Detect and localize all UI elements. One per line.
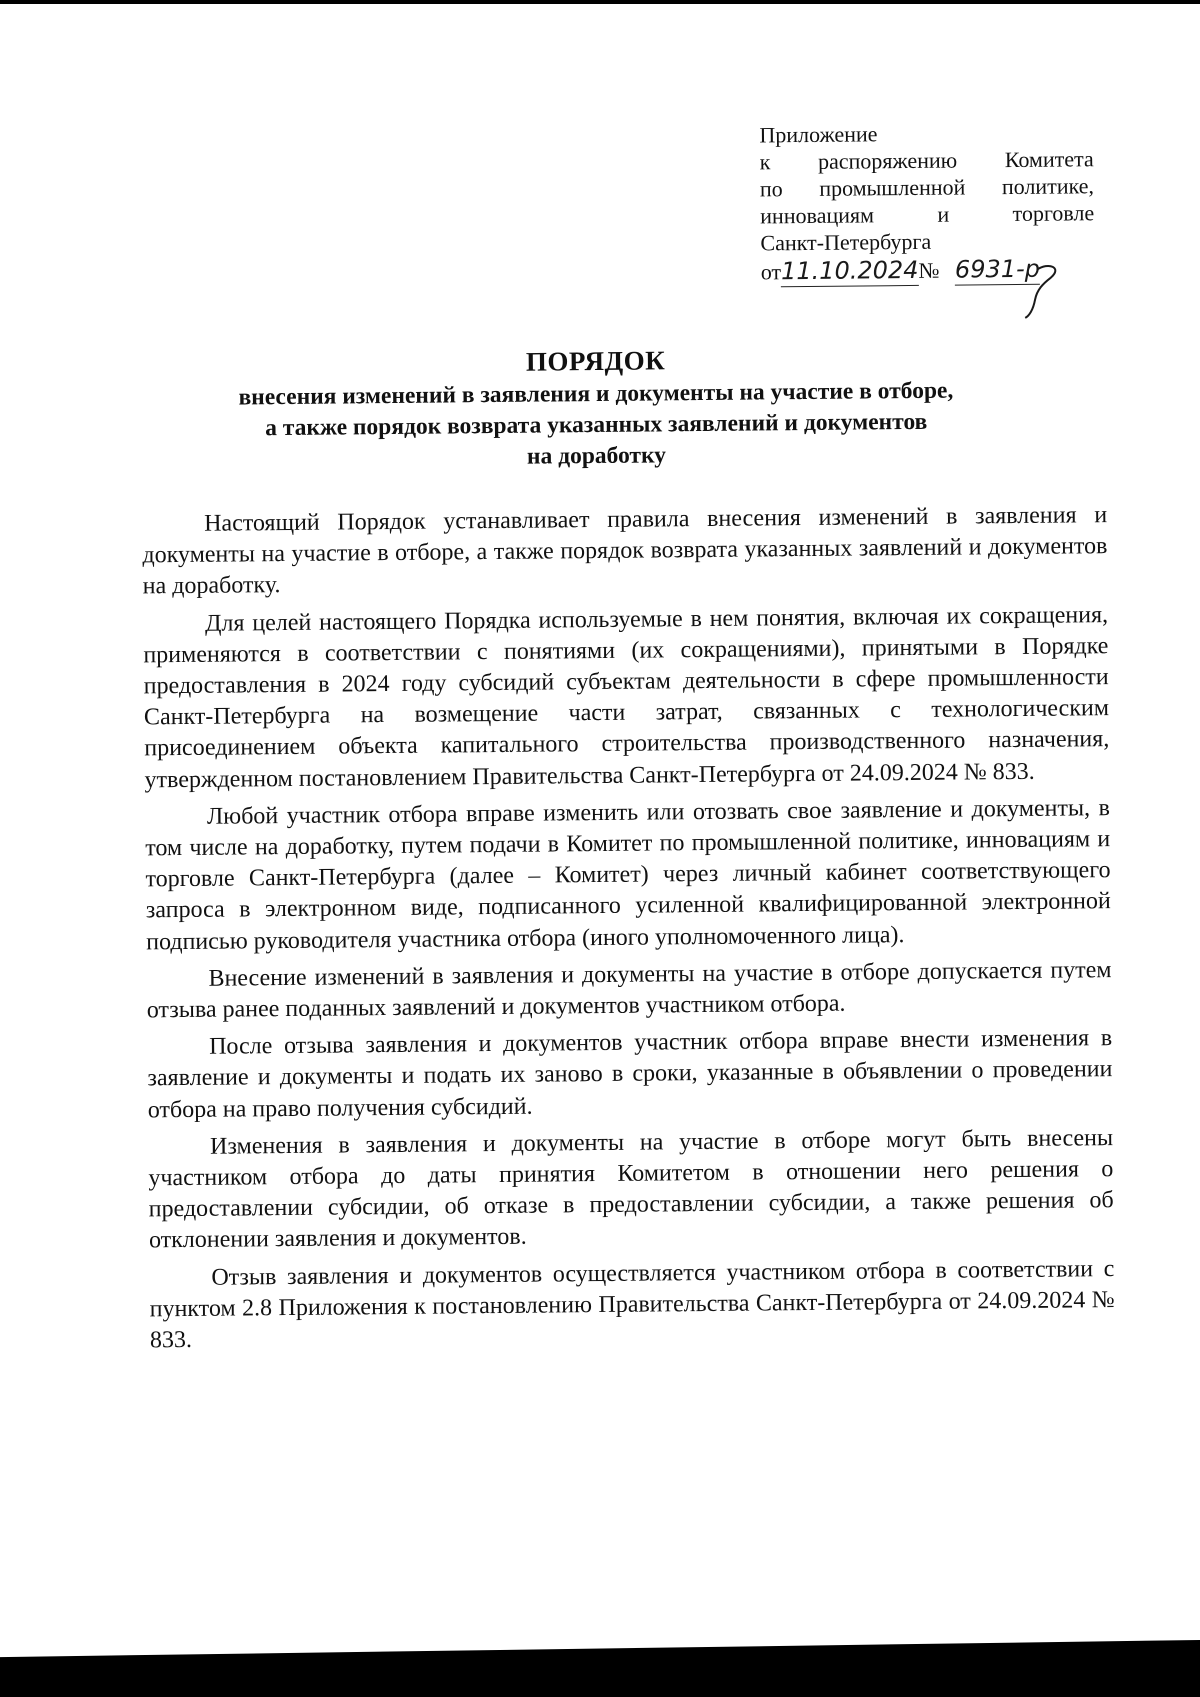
appendix-line: инновациям и торговле [760,200,1095,229]
appendix-line: к распоряжению Комитета [759,146,1094,175]
body-paragraph: Любой участник отбора вправе изменить или отозвать свое заявление и документы, в том числе на доработку, путем подачи в Комитет по промышленной политике, инновациям и торговле Санкт-Петербурга (далее – Комитет) через личный кабинет соответствующего запроса в электронном виде, подписанного усиленной квалифицированной электронной подписью руководителя участника отбора (иного уполномоченного лица). [145,794,1111,956]
appendix-header [759,118,1095,290]
body-paragraph: Для целей настоящего Порядка используемые в нем понятия, включая их сокращения, применяются в соответствии с понятиями (их сокращениями), принятыми в Порядке предоставления в 2024 году субсидий субъектам деятельности в сфере промышленности Санкт-Петербурга на возмещение части затрат, связанных с технологическим присоединением объекта капитального строительства производственного назначения, утвержденном постановлением Правительства Санкт-Петербурга от 24.09.2024 № 833. [143,601,1110,793]
appendix-line: по промышленной политике, [759,173,1095,202]
body-paragraph: Отзыв заявления и документов осуществляется участником отбора в соответствии с пунктом 2.8 Приложения к постановлению Правительства Санкт-Петербурга от 24.09.2024 № 833. [149,1255,1115,1354]
document-body [142,500,1115,1363]
document-date-number [761,253,1095,290]
body-paragraph: Изменения в заявления и документы на участие в отборе могут быть внесены участником отбора до даты принятия Комитетом в отношении него решения о предоставлении субсидии, об отказе в предоставлении субсидии, а также решения об отклонении заявления и документов. [148,1124,1114,1254]
body-paragraph: Внесение изменений в заявления и документы на участие в отборе допускается путем отзыва ранее поданных заявлений и документов участником отбора. [146,956,1112,1024]
title-subtitle-line: внесения изменений в заявления и документы на участие в отборе, [238,377,954,411]
handwritten-number: 6931-р [954,254,1041,284]
title-subtitle-line: а также порядок возврата указанных заявлений и документов [265,408,928,442]
scan-bottom-edge [0,1640,1200,1697]
body-paragraph: Настоящий Порядок устанавливает правила внесения изменений в заявления и документы на участие в отборе, а также порядок возврата указанных заявлений и документов на доработку. [142,502,1108,600]
date-prefix: от [760,259,782,285]
appendix-line: Санкт-Петербурга [760,228,932,256]
handwritten-date: 11.10.2024 [780,255,919,286]
body-paragraph: После отзыва заявления и документов участник отбора вправе внести изменения в заявление и документы и подать их заново в сроки, указанные в объявлении о проведении отбора на право получения субсидий. [147,1025,1113,1124]
appendix-line: Приложение [759,121,878,148]
handwriting-stroke-icon [1007,259,1068,320]
number-prefix: № [918,257,940,283]
title-subtitle-line: на доработку [526,442,667,470]
document-title [125,339,1066,477]
title-main: ПОРЯДОК [525,345,666,377]
